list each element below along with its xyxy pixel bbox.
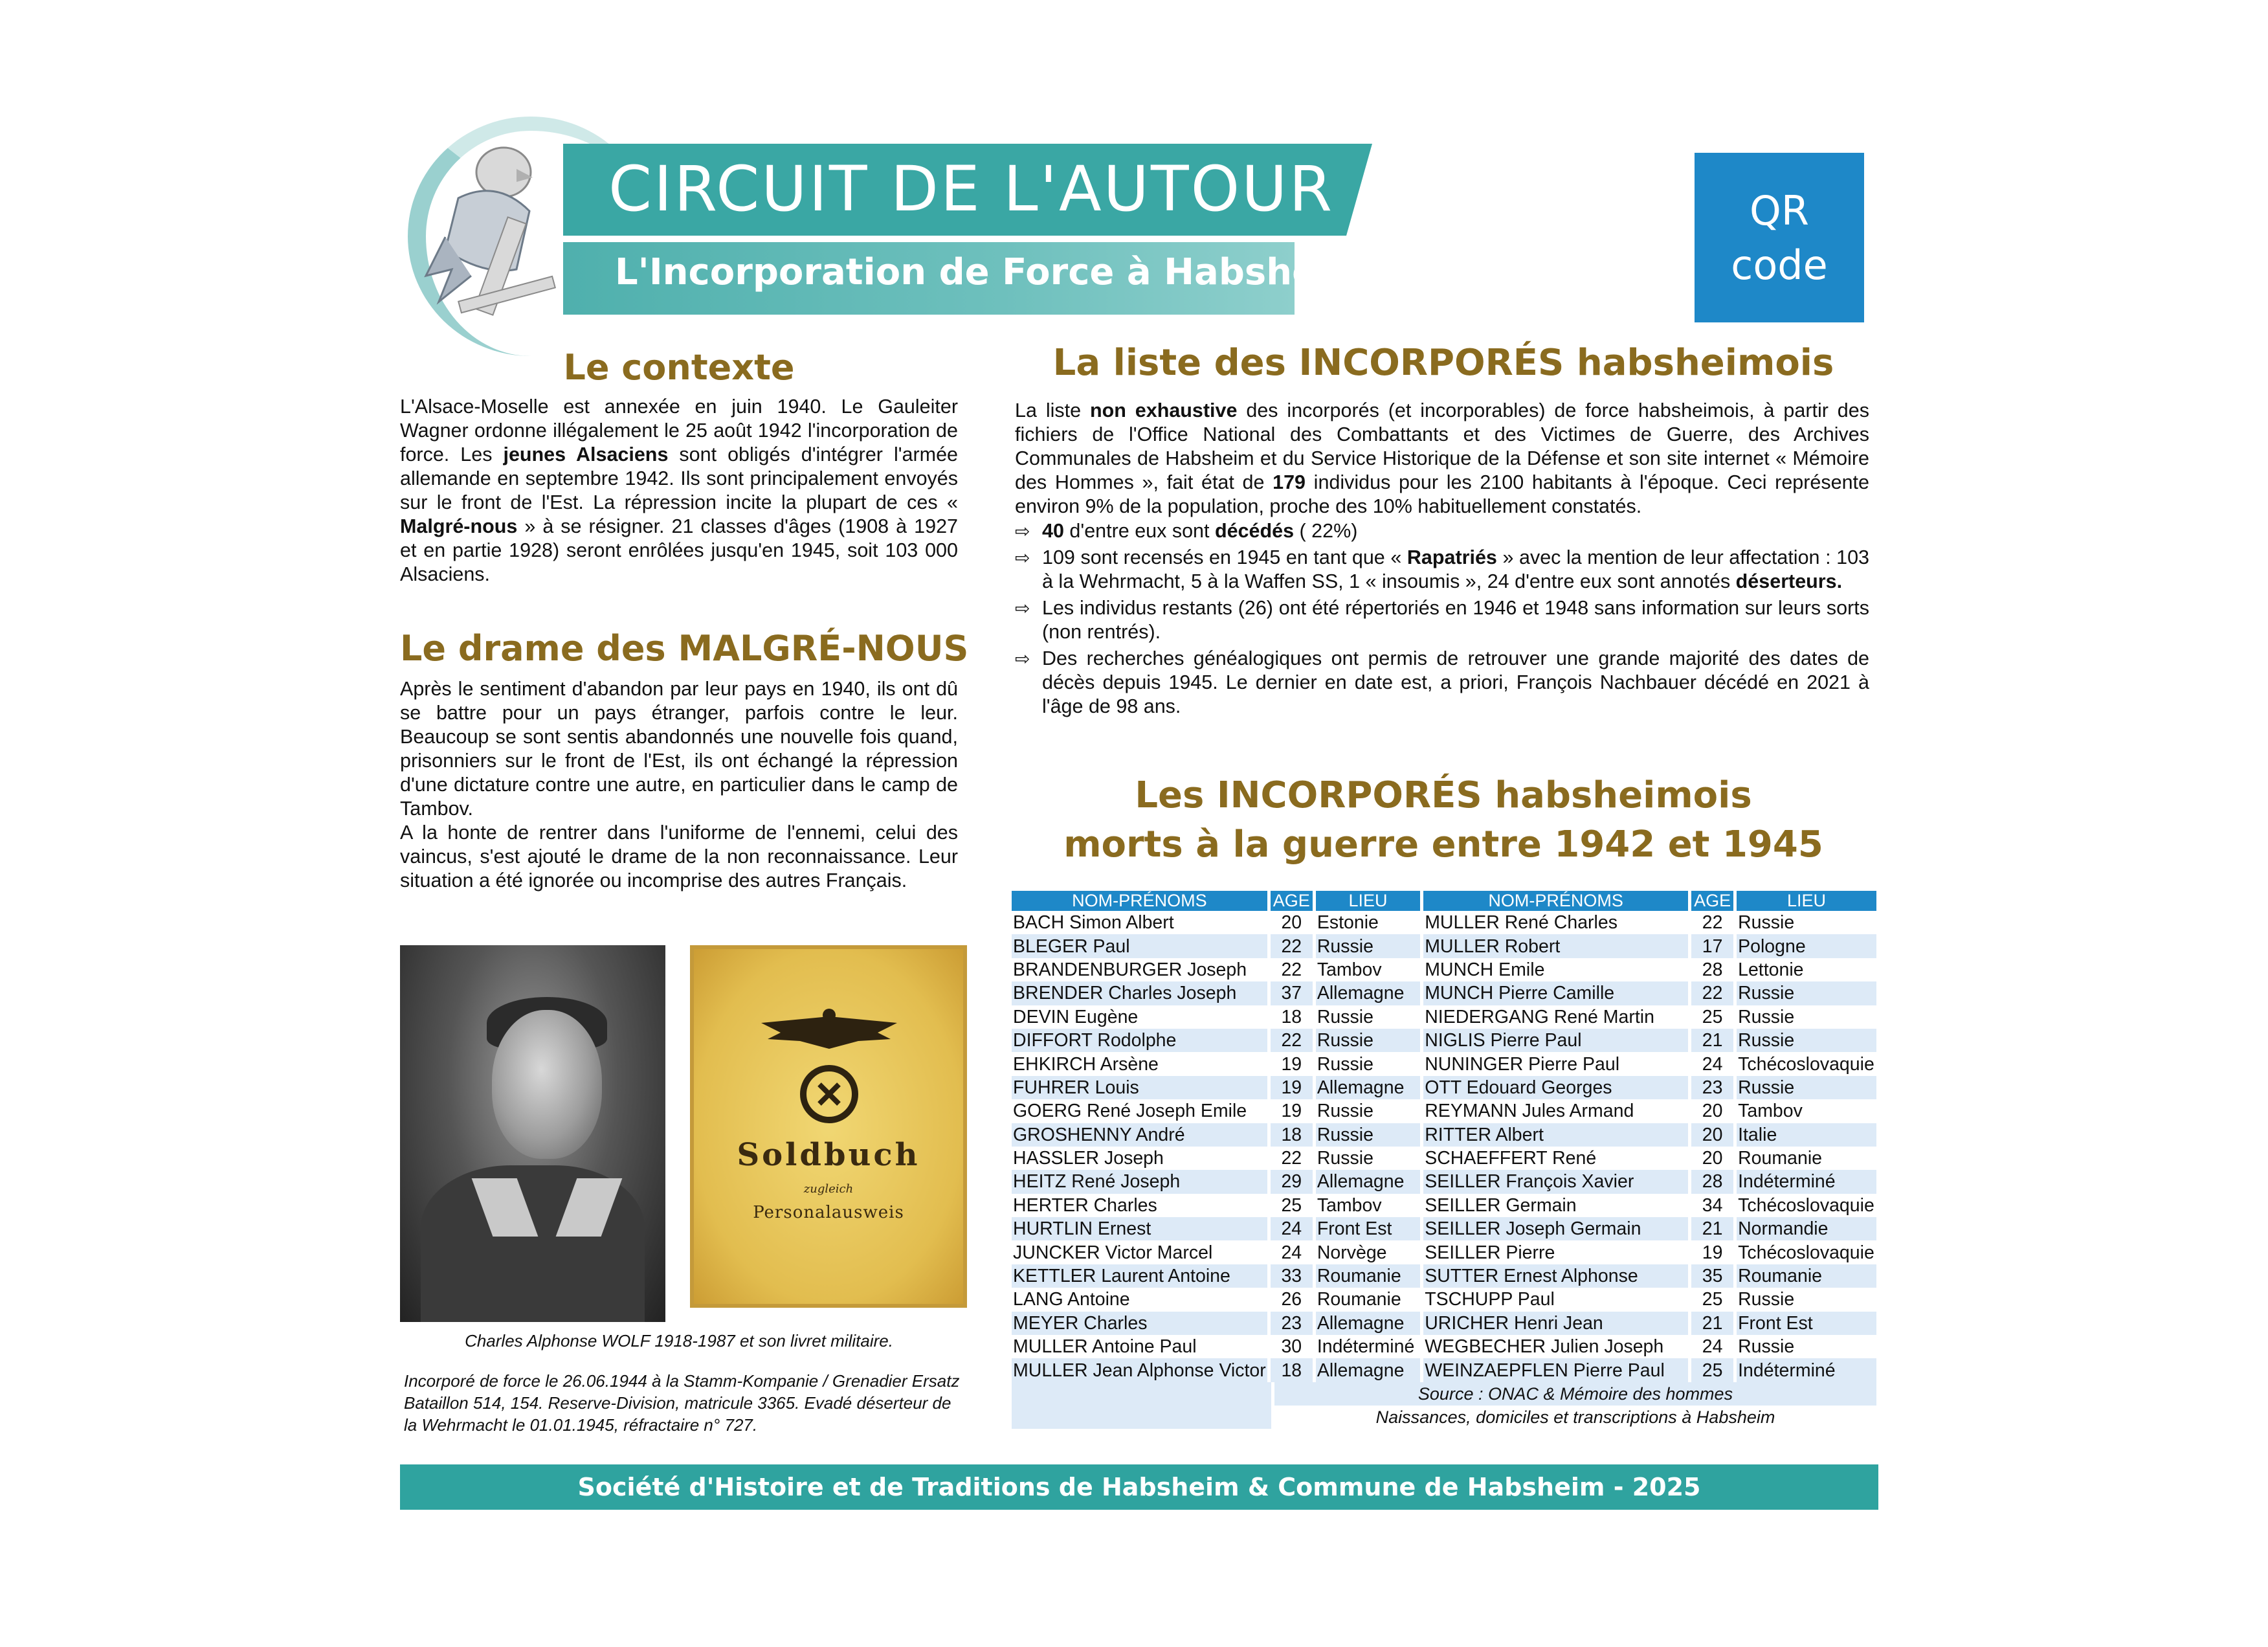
page-title: CIRCUIT DE L'AUTOUR	[608, 153, 1335, 225]
bullet-rapatries: ⇨ 109 sont recensés en 1945 en tant que « Rapatriés » avec la mention de leur affectation : 103 à la Wehrmacht, 5 à la Waffen SS, 1 « insoumis », 24 d'entre eux sont annotés déserteurs.	[1015, 546, 1870, 592]
cell-lieu: Indéterminé	[1737, 1170, 1876, 1193]
drame-heading: Le drame des MALGRÉ-NOUS	[400, 628, 969, 669]
cell-name: SEILLER Joseph Germain	[1423, 1217, 1688, 1240]
qr-label-line1: QR	[1750, 187, 1809, 234]
cell-name: HURTLIN Ernest	[1012, 1217, 1267, 1240]
table-row	[1012, 1288, 1876, 1311]
soldbuch-title: Soldbuch	[737, 1137, 920, 1173]
table-row	[1012, 1005, 1876, 1029]
cell-name: DIFFORT Rodolphe	[1012, 1029, 1267, 1052]
cell-lieu: Tambov	[1737, 1099, 1876, 1123]
cell-lieu: Russie	[1737, 1288, 1876, 1311]
cell-age: 26	[1271, 1288, 1313, 1311]
morts-heading-line1: Les INCORPORÉS habsheimois	[1135, 774, 1752, 816]
liste-bullets	[1015, 519, 1869, 719]
cell-age: 25	[1691, 1005, 1733, 1029]
cell-lieu: Russie	[1316, 1029, 1420, 1052]
cell-age: 28	[1691, 1170, 1733, 1193]
cell-name: KETTLER Laurent Antoine	[1012, 1264, 1267, 1288]
source-line-2: Naissances, domiciles et transcriptions à Habsheim	[1274, 1406, 1876, 1429]
liste-intro: La liste non exhaustive des incorporés (et incorporables) de force habsheimois, à partir des fichiers de l'Office National des Combattants et des Victimes de Guerre, des Archives Communales de Habsheim et du Service Historique de la Défense et son site internet « Mémoire des Hommes », fait état de 179 individus pour les 2100 habitants à l'époque. Ceci représente environ 9% de la population, proche des 10% habituellement constatés.	[1015, 399, 1869, 517]
cell-name: BLEGER Paul	[1012, 934, 1267, 958]
cell-name: HEITZ René Joseph	[1012, 1170, 1267, 1193]
table-row	[1012, 958, 1876, 981]
soldier-face	[492, 1010, 602, 1159]
cell-age: 17	[1691, 934, 1733, 958]
cell-age: 25	[1691, 1288, 1733, 1311]
cell-lieu: Roumanie	[1737, 1147, 1876, 1170]
cell-age: 35	[1691, 1264, 1733, 1288]
cell-lieu: Tchécoslovaquie	[1737, 1052, 1876, 1075]
cell-name: LANG Antoine	[1012, 1288, 1267, 1311]
arrow-right-icon: ⇨	[1015, 598, 1030, 618]
bullet-deces: ⇨ 40 d'entre eux sont décédés ( 22%)	[1015, 520, 1358, 542]
cell-name: GOERG René Joseph Emile	[1012, 1099, 1267, 1123]
cell-age: 23	[1691, 1076, 1733, 1099]
cell-lieu: Estonie	[1316, 911, 1420, 934]
cell-age: 21	[1691, 1217, 1733, 1240]
drame-paragraph-2: A la honte de rentrer dans l'uniforme de l'ennemi, celui des vaincus, s'est ajouté le drame de la non reconnaissance. Leur situation a été ignorée ou incomprise des autres Français.	[400, 822, 958, 891]
cell-lieu: Russie	[1316, 1123, 1420, 1147]
cell-age: 22	[1271, 934, 1313, 958]
table-row	[1012, 911, 1876, 934]
cell-age: 30	[1271, 1335, 1313, 1358]
bullet-recherches: ⇨ Des recherches généalogiques ont permis de retrouver une grande majorité des dates de décès depuis 1945. Le dernier en date est, a priori, François Nachbauer décédé en 2021 à l'âge de 98 ans.	[1015, 647, 1869, 717]
cell-lieu: Russie	[1737, 1335, 1876, 1358]
cell-age: 19	[1271, 1052, 1313, 1075]
source-block	[1274, 1382, 1876, 1429]
cell-name: URICHER Henri Jean	[1423, 1312, 1688, 1335]
cell-age: 22	[1271, 1029, 1313, 1052]
cell-lieu: Allemagne	[1316, 1170, 1420, 1193]
table-row	[1012, 1240, 1876, 1264]
cell-lieu: Indéterminé	[1316, 1335, 1420, 1358]
cell-name: OTT Edouard Georges	[1423, 1076, 1688, 1099]
cell-lieu: Front Est	[1316, 1217, 1420, 1240]
cell-name: EHKIRCH Arsène	[1012, 1052, 1267, 1075]
cell-name: MUNCH Pierre Camille	[1423, 981, 1688, 1005]
arrow-right-icon: ⇨	[1015, 521, 1030, 541]
cell-name: NIEDERGANG René Martin	[1423, 1005, 1688, 1029]
cell-age: 18	[1271, 1358, 1313, 1382]
table-row	[1012, 1170, 1876, 1193]
table-row	[1012, 934, 1876, 958]
drame-paragraph-1: Après le sentiment d'abandon par leur pays en 1940, ils ont dû se battre pour un pays étranger, parfois contre le leur. Beaucoup se sont sentis abandonnés une nouvelle fois quand, prisonniers sur le front de l'Est, ils ont échangé la répression d'une dictature contre une autre, en particulier dans le camp de Tambov.	[400, 678, 958, 820]
cell-name: FUHRER Louis	[1012, 1076, 1267, 1099]
cell-age: 22	[1691, 911, 1733, 934]
table-row	[1012, 1029, 1876, 1052]
cell-age: 21	[1691, 1312, 1733, 1335]
cell-age: 33	[1271, 1264, 1313, 1288]
cell-lieu: Roumanie	[1316, 1264, 1420, 1288]
table-row	[1012, 981, 1876, 1005]
cell-lieu: Russie	[1316, 1147, 1420, 1170]
hawk-emblem-icon	[419, 140, 568, 334]
morts-table	[1008, 891, 1880, 1382]
cell-age: 34	[1691, 1194, 1733, 1217]
contexte-paragraph: L'Alsace-Moselle est annexée en juin 1940. Le Gauleiter Wagner ordonne illégalement le 25 août 1942 l'incorporation de force. Les jeunes Alsaciens sont obligés d'intégrer l'armée allemande en septembre 1942. Ils sont principalement envoyés sur le front de l'Est. La répression incite la plupart de ces « Malgré-nous » à se résigner. 21 classes d'âges (1908 à 1927 et en partie 1928) seront enrôlées jusqu'en 1945, soit 103 000 Alsaciens.	[400, 396, 958, 585]
cell-name: BRANDENBURGER Joseph	[1012, 958, 1267, 981]
cell-age: 18	[1271, 1005, 1313, 1029]
cell-age: 25	[1691, 1358, 1733, 1382]
table-row	[1012, 1217, 1876, 1240]
cell-age: 24	[1691, 1052, 1733, 1075]
cell-age: 22	[1691, 981, 1733, 1005]
morts-table-wrapper	[1008, 891, 1880, 1429]
cell-lieu: Russie	[1737, 1076, 1876, 1099]
cell-name: DEVIN Eugène	[1012, 1005, 1267, 1029]
cell-name: TSCHUPP Paul	[1423, 1288, 1688, 1311]
cell-age: 20	[1691, 1099, 1733, 1123]
photo-note: Incorporé de force le 26.06.1944 à la Stamm-Kompanie / Grenadier Ersatz Bataillon 514, 154. Reserve-Division, matricule 3365. Evadé déserteur de la Wehrmacht le 01.01.1945, réfractaire n° 727.	[404, 1371, 960, 1435]
soldbuch-subtitle-2: Personalausweis	[753, 1203, 904, 1222]
cell-age: 18	[1271, 1123, 1313, 1147]
soldbuch-subtitle-1: zugleich	[803, 1182, 854, 1196]
cell-lieu: Pologne	[1737, 934, 1876, 958]
arrow-right-icon: ⇨	[1015, 649, 1030, 669]
qr-label-line2: code	[1731, 241, 1828, 289]
footer-banner: Société d'Histoire et de Traditions de Habsheim & Commune de Habsheim - 2025	[400, 1464, 1878, 1510]
drame-paragraph	[400, 677, 958, 893]
cell-name: BACH Simon Albert	[1012, 911, 1267, 934]
morts-heading-line2: morts à la guerre entre 1942 et 1945	[1063, 824, 1823, 866]
cell-name: JUNCKER Victor Marcel	[1012, 1240, 1267, 1264]
cell-lieu: Front Est	[1737, 1312, 1876, 1335]
col-header-age[interactable]: AGE	[1691, 891, 1733, 911]
cell-name: MULLER Robert	[1423, 934, 1688, 958]
cell-age: 20	[1691, 1123, 1733, 1147]
cell-age: 37	[1271, 981, 1313, 1005]
table-row	[1012, 1123, 1876, 1147]
cell-name: GROSHENNY André	[1012, 1123, 1267, 1147]
cell-age: 24	[1271, 1240, 1313, 1264]
liste-heading: La liste des INCORPORÉS habsheimois	[1052, 342, 1834, 384]
table-row	[1012, 1194, 1876, 1217]
cell-age: 20	[1271, 911, 1313, 934]
source-line-1: Source : ONAC & Mémoire des hommes	[1418, 1384, 1733, 1404]
cell-lieu: Russie	[1316, 1005, 1420, 1029]
cell-name: SCHAEFFERT René	[1423, 1147, 1688, 1170]
cell-lieu: Tambov	[1316, 958, 1420, 981]
cell-name: SUTTER Ernest Alphonse	[1423, 1264, 1688, 1288]
table-row	[1012, 1147, 1876, 1170]
cell-name: WEINZAEPFLEN Pierre Paul	[1423, 1358, 1688, 1382]
col-header-lieu[interactable]: LIEU	[1316, 891, 1420, 911]
contexte-heading: Le contexte	[563, 347, 795, 388]
cell-lieu: Roumanie	[1737, 1264, 1876, 1288]
cell-age: 19	[1271, 1099, 1313, 1123]
cell-age: 19	[1271, 1076, 1313, 1099]
table-row	[1012, 1312, 1876, 1335]
cell-lieu: Allemagne	[1316, 1312, 1420, 1335]
wreath-emblem-icon	[797, 1062, 862, 1126]
cell-name: NUNINGER Pierre Paul	[1423, 1052, 1688, 1075]
cell-lieu: Allemagne	[1316, 981, 1420, 1005]
cell-age: 29	[1271, 1170, 1313, 1193]
cell-name: REYMANN Jules Armand	[1423, 1099, 1688, 1123]
cell-lieu: Italie	[1737, 1123, 1876, 1147]
table-header-row	[1012, 891, 1876, 911]
eagle-emblem-icon	[761, 1003, 897, 1062]
photo-caption: Charles Alphonse WOLF 1918-1987 et son livret militaire.	[465, 1331, 893, 1350]
arrow-right-icon: ⇨	[1015, 548, 1030, 568]
cell-lieu: Russie	[1737, 911, 1876, 934]
cell-lieu: Russie	[1316, 1052, 1420, 1075]
cell-name: BRENDER Charles Joseph	[1012, 981, 1267, 1005]
table-row	[1012, 1099, 1876, 1123]
table-row	[1012, 1052, 1876, 1075]
page-subtitle: L'Incorporation de Force à Habsheim	[615, 251, 1367, 293]
cell-name: HERTER Charles	[1012, 1194, 1267, 1217]
cell-name: SEILLER Pierre	[1423, 1240, 1688, 1264]
cell-lieu: Russie	[1316, 934, 1420, 958]
cell-lieu: Indéterminé	[1737, 1358, 1876, 1382]
cell-lieu: Lettonie	[1737, 958, 1876, 981]
col-header-lieu[interactable]: LIEU	[1737, 891, 1876, 911]
cell-lieu: Tchécoslovaquie	[1737, 1240, 1876, 1264]
cell-lieu: Norvège	[1316, 1240, 1420, 1264]
cell-age: 21	[1691, 1029, 1733, 1052]
col-header-age[interactable]: AGE	[1271, 891, 1313, 911]
table-row	[1012, 1335, 1876, 1358]
cell-name: SEILLER François Xavier	[1423, 1170, 1688, 1193]
cell-lieu: Normandie	[1737, 1217, 1876, 1240]
col-header-name[interactable]: NOM-PRÉNOMS	[1012, 891, 1267, 911]
cell-age: 19	[1691, 1240, 1733, 1264]
cell-lieu: Allemagne	[1316, 1076, 1420, 1099]
qr-code-placeholder[interactable]	[1695, 153, 1864, 322]
cell-age: 23	[1271, 1312, 1313, 1335]
table-row	[1012, 1076, 1876, 1099]
cell-lieu: Russie	[1737, 981, 1876, 1005]
cell-age: 22	[1271, 958, 1313, 981]
table-row	[1012, 1264, 1876, 1288]
cell-name: RITTER Albert	[1423, 1123, 1688, 1147]
cell-lieu: Russie	[1316, 1099, 1420, 1123]
cell-age: 20	[1691, 1147, 1733, 1170]
cell-name: WEGBECHER Julien Joseph	[1423, 1335, 1688, 1358]
table-row	[1012, 1358, 1876, 1382]
cell-name: MULLER René Charles	[1423, 911, 1688, 934]
cell-age: 22	[1271, 1147, 1313, 1170]
soldbuch-booklet	[690, 945, 967, 1308]
cell-name: MULLER Antoine Paul	[1012, 1335, 1267, 1358]
cell-age: 28	[1691, 958, 1733, 981]
cell-age: 25	[1271, 1194, 1313, 1217]
cell-lieu: Tambov	[1316, 1194, 1420, 1217]
cell-lieu: Tchécoslovaquie	[1737, 1194, 1876, 1217]
cell-age: 24	[1691, 1335, 1733, 1358]
cell-age: 24	[1271, 1217, 1313, 1240]
cell-name: SEILLER Germain	[1423, 1194, 1688, 1217]
cell-lieu: Russie	[1737, 1029, 1876, 1052]
cell-name: HASSLER Joseph	[1012, 1147, 1267, 1170]
cell-name: MUNCH Emile	[1423, 958, 1688, 981]
col-header-name[interactable]: NOM-PRÉNOMS	[1423, 891, 1688, 911]
cell-lieu: Roumanie	[1316, 1288, 1420, 1311]
cell-name: MULLER Jean Alphonse Victor	[1012, 1358, 1267, 1382]
cell-name: MEYER Charles	[1012, 1312, 1267, 1335]
bullet-restants: ⇨ Les individus restants (26) ont été répertoriés en 1946 et 1948 sans information sur leurs sorts (non rentrés).	[1015, 597, 1869, 643]
cell-name: NIGLIS Pierre Paul	[1423, 1029, 1688, 1052]
cell-lieu: Allemagne	[1316, 1358, 1420, 1382]
cell-lieu: Russie	[1737, 1005, 1876, 1029]
source-spacer	[1012, 1382, 1271, 1429]
